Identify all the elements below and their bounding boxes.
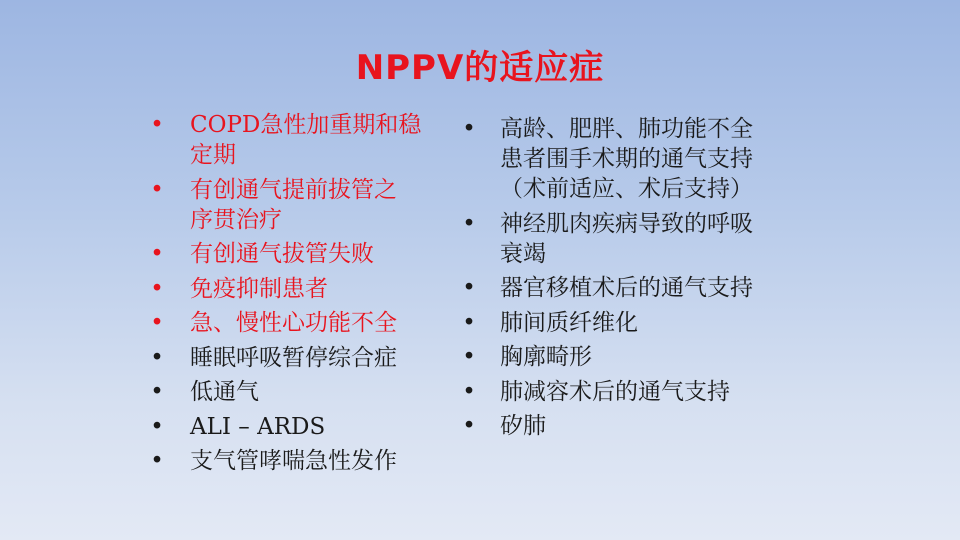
list-item-text: 肺间质纤维化 (500, 309, 638, 336)
list-item-text: 低通气 (190, 379, 259, 405)
list-item (150, 308, 450, 338)
indications-list-right (460, 114, 810, 446)
bullet-icon: • (462, 344, 476, 370)
bullet-icon: • (150, 448, 164, 474)
list-item-text: 睡眠呼吸暂停综合症 (190, 344, 397, 371)
list-item-text: 急、慢性心功能不全 (190, 310, 397, 336)
bullet-icon: • (462, 275, 476, 301)
list-item (460, 377, 810, 407)
list-item (150, 377, 450, 407)
bullet-icon: • (462, 116, 476, 142)
bullet-icon: • (150, 344, 164, 371)
list-item-text: 胸廓畸形 (500, 344, 592, 370)
bullet-icon: • (150, 275, 164, 302)
list-item-text: 支气管哮喘急性发作 (190, 448, 397, 474)
list-item-text: 肺减容术后的通气支持 (500, 378, 730, 405)
bullet-icon: • (462, 378, 476, 405)
list-item (460, 308, 810, 338)
bullet-icon: • (150, 241, 164, 267)
list-item-text: 免疫抑制患者 (190, 275, 328, 302)
list-item (150, 343, 450, 373)
list-item-text: 有创通气提前拔管之 序贯治疗 (190, 176, 397, 233)
list-item (150, 274, 450, 304)
list-item-text: 矽肺 (500, 413, 546, 439)
list-item-text: 神经肌肉疾病导致的呼吸 衰竭 (500, 210, 753, 267)
bullet-icon: • (150, 413, 164, 440)
slide-title: NPPV的适应症 (355, 48, 605, 88)
bullet-icon: • (150, 112, 164, 138)
list-item (150, 110, 450, 170)
list-item (460, 342, 810, 372)
list-item-text: 有创通气拔管失败 (190, 241, 374, 267)
list-item (150, 446, 450, 476)
list-item (460, 273, 810, 303)
list-item (460, 209, 810, 269)
bullet-icon: • (150, 379, 164, 405)
list-item-text: 高龄、肥胖、肺功能不全 患者围手术期的通气支持 （术前适应、术后支持） (500, 116, 753, 202)
list-item (460, 411, 810, 441)
bullet-icon: • (150, 310, 164, 336)
list-item-text: COPD急性加重期和稳 定期 (190, 112, 422, 168)
bullet-icon: • (150, 176, 164, 203)
list-item (150, 175, 450, 235)
bullet-icon: • (462, 210, 476, 237)
list-item (460, 114, 810, 204)
list-item (150, 239, 450, 269)
list-item-text: 器官移植术后的通气支持 (500, 275, 753, 301)
list-item-text: ALI – ARDS (190, 413, 326, 440)
list-item (150, 412, 450, 442)
bullet-icon: • (462, 413, 476, 439)
indications-list-left (150, 110, 450, 481)
bullet-icon: • (462, 309, 476, 336)
